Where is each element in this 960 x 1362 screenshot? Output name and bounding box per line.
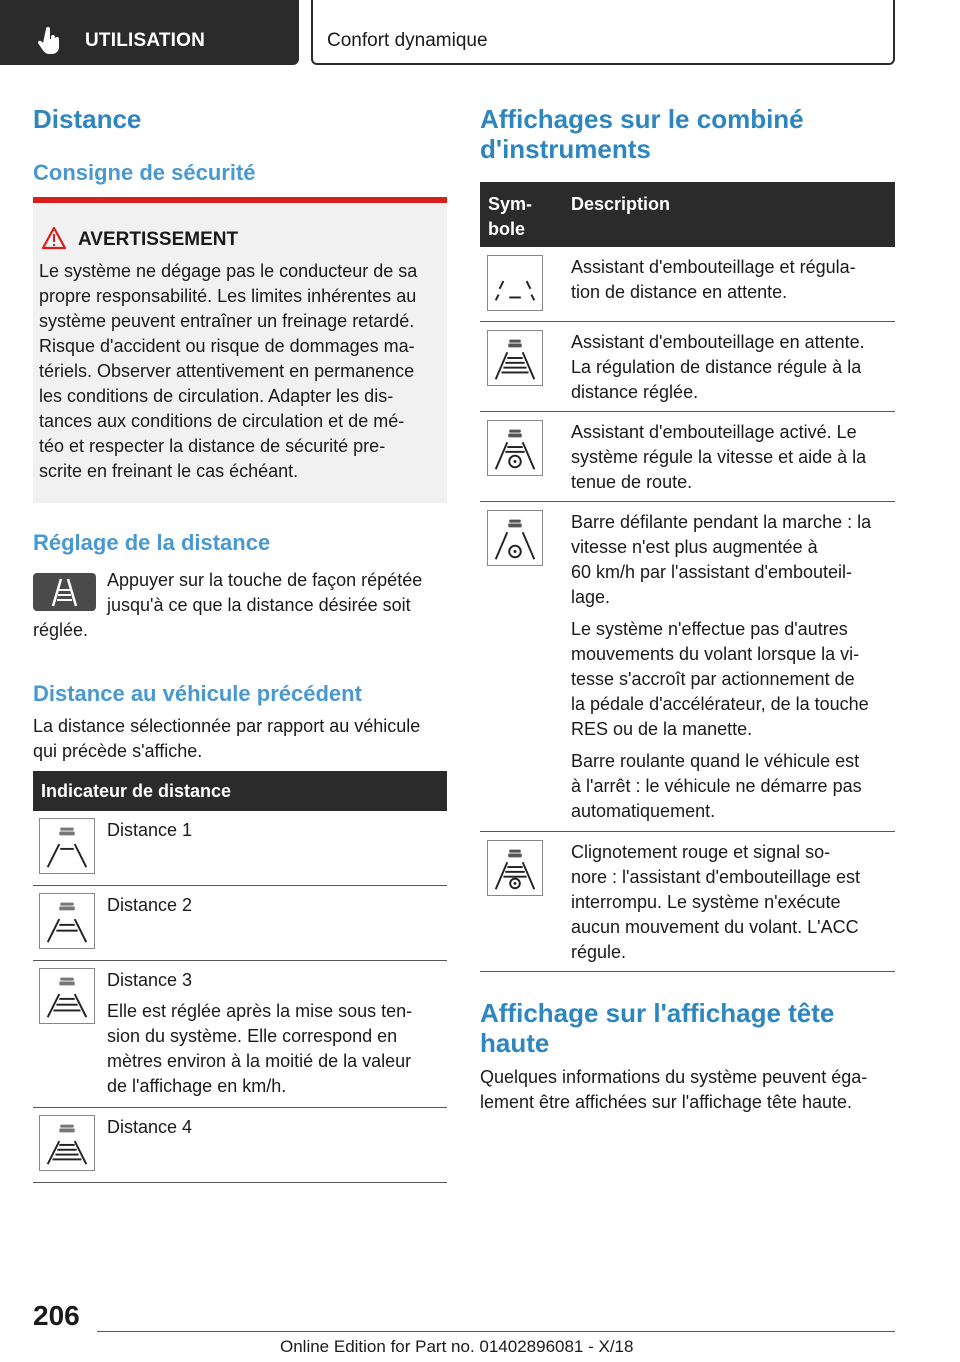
table-divider <box>33 885 447 886</box>
table-divider <box>480 831 895 832</box>
warning-triangle-icon <box>41 226 67 250</box>
prev-text-2: qui précède s'affiche. <box>33 741 203 761</box>
footer-divider <box>97 1331 895 1332</box>
hud-text-2: lement être affichées sur l'affichage tête haute. <box>480 1092 853 1112</box>
desc-row4-2: vitesse n'est plus augmentée à <box>571 537 818 557</box>
table-divider <box>33 960 447 961</box>
lane-standby-icon <box>487 255 543 311</box>
safety-heading: Consigne de sécurité <box>33 160 256 185</box>
hand-pointer-icon <box>36 27 64 55</box>
desc-row4-4: lage. <box>571 587 611 607</box>
interrupted-warning-icon <box>487 840 543 896</box>
table-divider <box>480 321 895 322</box>
desc-row5-5: régule. <box>571 942 627 962</box>
warning-text: Le système ne dégage pas le conducteur de sa propre responsabilité. Les limites inhérentes au système peuvent entraîner un freinage retardé. Risque d'accident ou risque de dommages ma- tériels. Observer attentivement en permanence les conditions de circulation. Adapter les dis- tances aux conditions de circulation et de mé- téo et respecter la distance de sécurité pre- scrite en freinant le cas échéant. <box>39 261 418 481</box>
desc-row4-1: Barre défilante pendant la marche : la <box>571 512 872 532</box>
desc-row4-11: à l'arrêt : le véhicule ne démarre pas <box>571 776 862 796</box>
desc-row4-6: mouvements du volant lorsque la vi- <box>571 644 860 664</box>
table-divider <box>33 1182 447 1183</box>
instruments-title-1: Affichages sur le combiné <box>480 104 804 134</box>
distance-4-label: Distance 4 <box>107 1117 193 1137</box>
chapter-label: Confort dynamique <box>327 30 488 51</box>
desc-row4-12: automatiquement. <box>571 801 716 821</box>
traffic-assist-active-icon <box>487 420 543 476</box>
page-title: Distance <box>33 104 142 134</box>
hud-heading-1: Affichage sur l'affichage tête <box>480 998 835 1028</box>
hud-heading-2: haute <box>480 1028 550 1058</box>
setting-text-2: jusqu'à ce que la distance désirée soit <box>107 595 411 615</box>
distance-3-text-2: sion du système. Elle correspond en <box>107 1026 398 1046</box>
desc-row2-3: distance réglée. <box>571 382 699 402</box>
desc-row1-2: tion de distance en attente. <box>571 282 788 302</box>
distance-button-icon <box>33 573 96 611</box>
symbols-table-header: Sym- bole Description <box>480 182 895 247</box>
table-divider <box>33 1107 447 1108</box>
desc-row3-2: système régule la vitesse et aide à la <box>571 447 867 467</box>
desc-row5-4: aucun mouvement du volant. L'ACC <box>571 917 859 937</box>
section-label: UTILISATION <box>85 30 206 51</box>
distance-2-icon <box>39 893 95 949</box>
table-divider <box>480 971 895 972</box>
distance-3-label: Distance 3 <box>107 970 193 990</box>
setting-heading: Réglage de la distance <box>33 530 271 555</box>
desc-row2-2: La régulation de distance régule à la <box>571 357 862 377</box>
setting-text-1: Appuyer sur la touche de façon répétée <box>107 570 423 590</box>
desc-row5-1: Clignotement rouge et signal so- <box>571 842 831 862</box>
distance-3-text-1: Elle est réglée après la mise sous ten- <box>107 1001 413 1021</box>
traffic-assist-standby-icon <box>487 330 543 386</box>
prev-heading: Distance au véhicule précédent <box>33 681 362 706</box>
desc-row2-1: Assistant d'embouteillage en attente. <box>571 332 865 352</box>
distance-4-icon <box>39 1115 95 1171</box>
distance-1-icon <box>39 818 95 874</box>
section-tab <box>0 0 299 65</box>
desc-row4-8: la pédale d'accélérateur, de la touche <box>571 694 869 714</box>
edition-note: Online Edition for Part no. 01402896081 - X/18 <box>280 1337 634 1356</box>
desc-row1-1: Assistant d'embouteillage et régula- <box>571 257 856 277</box>
prev-text-1: La distance sélectionnée par rapport au véhicule <box>33 716 421 736</box>
desc-row3-1: Assistant d'embouteillage activé. Le <box>571 422 857 442</box>
chapter-tab <box>311 0 895 65</box>
desc-row4-5: Le système n'effectue pas d'autres <box>571 619 848 639</box>
distance-3-text-4: de l'affichage en km/h. <box>107 1076 287 1096</box>
desc-row4-3: 60 km/h par l'assistant d'embouteil- <box>571 562 853 582</box>
setting-text-3: réglée. <box>33 620 89 640</box>
desc-row5-2: nore : l'assistant d'embouteillage est <box>571 867 861 887</box>
desc-row4-7: tesse s'accroît par actionnement de <box>571 669 855 689</box>
distance-3-text-3: mètres environ à la moitié de la valeur <box>107 1051 412 1071</box>
distance-table-header: Indicateur de distance <box>33 771 447 811</box>
scrolling-bar-icon <box>487 510 543 566</box>
desc-row5-3: interrompu. Le système n'exécute <box>571 892 841 912</box>
page-number: 206 <box>33 1300 80 1331</box>
desc-row4-10: Barre roulante quand le véhicule est <box>571 751 860 771</box>
distance-2-label: Distance 2 <box>107 895 193 915</box>
desc-row3-3: tenue de route. <box>571 472 693 492</box>
hud-text-1: Quelques informations du système peuvent éga- <box>480 1067 868 1087</box>
table-divider <box>480 501 895 502</box>
distance-3-icon <box>39 968 95 1024</box>
desc-row4-9: RES ou de la manette. <box>571 719 753 739</box>
table-divider <box>480 411 895 412</box>
warning-box <box>33 197 447 503</box>
distance-1-label: Distance 1 <box>107 820 193 840</box>
instruments-title-2: d'instruments <box>480 134 651 164</box>
warning-title: AVERTISSEMENT <box>78 229 239 250</box>
